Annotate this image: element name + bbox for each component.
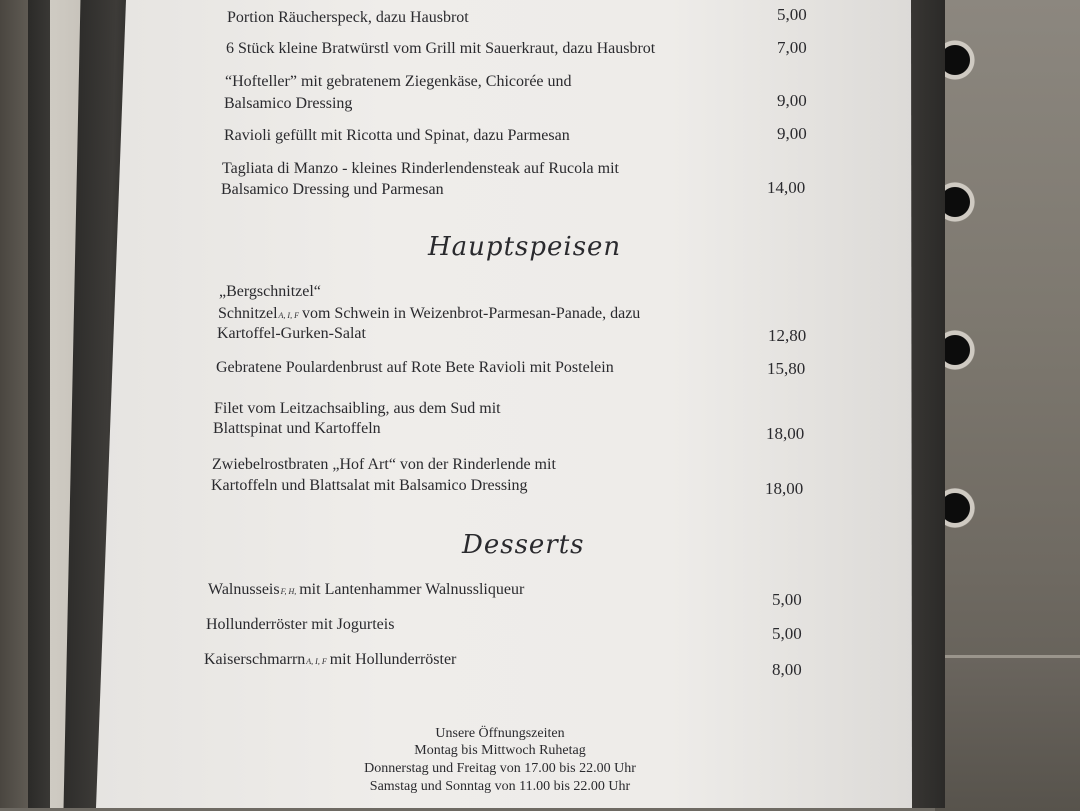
menu-item-line: Balsamico Dressing und Parmesan [221, 181, 444, 198]
menu-item-line: Balsamico Dressing [224, 95, 353, 112]
menu-item-line: Blattspinat und Kartoffeln [213, 420, 381, 437]
allergen-codes: A, I, F [306, 657, 327, 666]
menu-item: Gebratene Poulardenbrust auf Rote Bete Ravioli mit Postelein [216, 359, 614, 376]
menu-item-description: vom Schwein in Weizenbrot-Parmesan-Panade, dazu [301, 305, 641, 322]
menu-price: 8,00 [772, 660, 802, 679]
menu-item: Portion Räucherspeck, dazu Hausbrot [227, 9, 469, 26]
menu-item-line: Tagliata di Manzo - kleines Rinderlendensteak auf Rucola mit [222, 160, 619, 177]
menu-item-line: Kartoffel-Gurken-Salat [217, 325, 366, 342]
menu-price: 18,00 [766, 424, 805, 443]
menu-price: 15,80 [767, 359, 806, 378]
menu-price: 9,00 [777, 124, 807, 143]
opening-hours-line: Montag bis Mittwoch Ruhetag [414, 743, 586, 758]
allergen-codes: F, H, [280, 587, 297, 596]
menu-price: 12,80 [768, 326, 807, 345]
menu-item-name: Kaiserschmarrn [204, 651, 306, 668]
menu-item-line: “Hofteller” mit gebratenem Ziegenkäse, Chicorée und [225, 73, 572, 90]
menu-item: 6 Stück kleine Bratwürstl vom Grill mit Sauerkraut, dazu Hausbrot [226, 40, 656, 57]
menu-item-description: mit Lantenhammer Walnussliqueur [299, 581, 525, 598]
menu-price: 14,00 [767, 178, 806, 197]
menu-item-name: Walnusseis [208, 581, 280, 598]
menu-item-line: Kartoffeln und Blattsalat mit Balsamico Dressing [211, 477, 528, 494]
menu-price: 5,00 [777, 5, 807, 24]
menu-item [208, 580, 524, 602]
opening-hours-line: Donnerstag und Freitag von 17.00 bis 22.00 Uhr [364, 761, 636, 776]
menu-price: 18,00 [765, 479, 804, 498]
opening-hours-line: Samstag und Sonntag von 11.00 bis 22.00 Uhr [369, 779, 631, 794]
menu-price: 5,00 [772, 590, 802, 609]
allergen-codes: A, I, F [278, 311, 299, 320]
section-title-desserts: Desserts [462, 530, 585, 560]
menu-item-line: Filet vom Leitzachsaibling, aus dem Sud mit [214, 400, 501, 417]
menu-price: 7,00 [777, 38, 807, 57]
menu-price: 9,00 [777, 91, 807, 110]
menu-item: Hollunderröster mit Jogurteis [206, 616, 395, 633]
menu-item-line [218, 304, 640, 326]
menu-item-line: Zwiebelrostbraten „Hof Art“ von der Rinderlende mit [212, 456, 556, 473]
menu-item-name: Schnitzel [218, 305, 278, 322]
menu-item-description: mit Hollunderröster [329, 651, 457, 668]
menu-item-line: „Bergschnitzel“ [219, 283, 321, 300]
opening-hours-title: Unsere Öffnungszeiten [435, 726, 565, 741]
menu-item: Ravioli gefüllt mit Ricotta und Spinat, dazu Parmesan [224, 127, 570, 144]
menu-price: 5,00 [772, 624, 802, 643]
menu-item [204, 650, 456, 672]
section-title-mains: Hauptspeisen [428, 232, 622, 262]
metal-ledge [935, 655, 1080, 811]
